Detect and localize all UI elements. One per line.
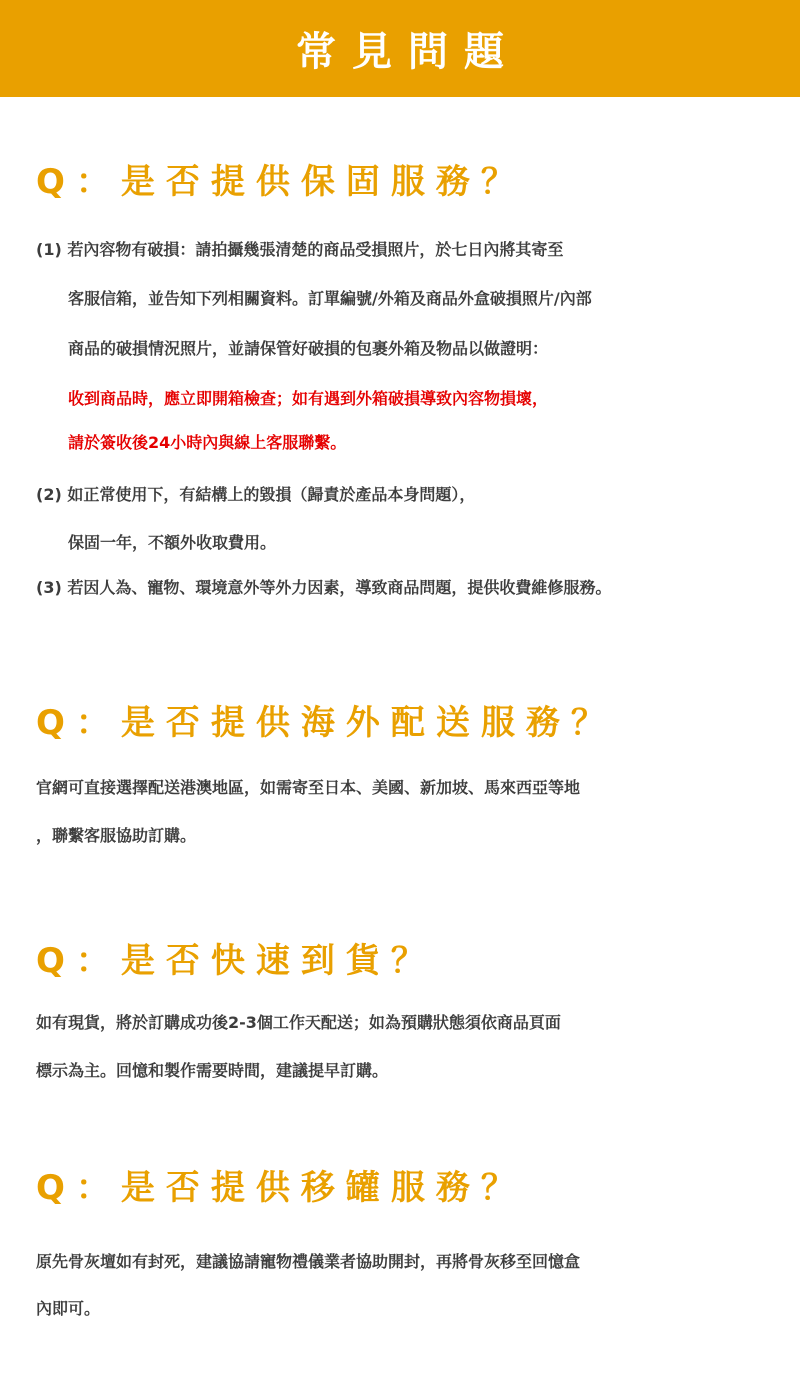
faq-answer-line: 保固一年，不額外收取費用。 (68, 533, 277, 552)
faq-answer-line: 內即可。 (36, 1299, 101, 1318)
faq-answer-line: (3) 若因人為、寵物、環境意外等外力因素，導致商品問題，提供收費維修服務。 (36, 578, 612, 597)
faq-warning-line: 請於簽收後24小時內與線上客服聯繫。 (68, 433, 347, 452)
faq-question: Q：是否提供移罐服務？ (36, 1168, 526, 1208)
faq-question: Q：是否提供保固服務？ (36, 162, 526, 202)
page-title: 常見問題 (296, 29, 520, 75)
faq-question: Q：是否快速到貨？ (36, 941, 436, 981)
faq-warranty (36, 162, 796, 202)
faq-answer-line: 原先骨灰壇如有封死，建議協請寵物禮儀業者協助開封，再將骨灰移至回憶盒 (36, 1252, 581, 1271)
faq-answer-line: ，聯繫客服協助訂購。 (36, 826, 197, 845)
faq-urn-transfer (36, 1168, 796, 1208)
faq-answer-line: 官網可直接選擇配送港澳地區，如需寄至日本、美國、新加坡、馬來西亞等地 (36, 778, 581, 797)
faq-question: Q：是否提供海外配送服務？ (36, 703, 616, 743)
faq-fast-delivery (36, 941, 796, 981)
faq-answer-line: 商品的破損情況照片，並請保管好破損的包裹外箱及物品以做證明： (68, 339, 549, 358)
faq-answer-line: 標示為主。回憶和製作需要時間，建議提早訂購。 (36, 1061, 389, 1080)
faq-answer-line: 如有現貨，將於訂購成功後2-3個工作天配送；如為預購狀態須依商品頁面 (36, 1013, 561, 1032)
faq-overseas-shipping (36, 703, 796, 743)
faq-answer-line: (2) 如正常使用下，有結構上的毀損（歸責於產品本身問題）， (36, 485, 476, 504)
faq-answer-line: 客服信箱，並告知下列相關資料。訂單編號/外箱及商品外盒破損照片/內部 (68, 289, 592, 308)
faq-answer-line: (1) 若內容物有破損：請拍攝幾張清楚的商品受損照片，於七日內將其寄至 (36, 240, 564, 259)
faq-warning-line: 收到商品時，應立即開箱檢查；如有遇到外箱破損導致內容物損壞， (68, 389, 549, 408)
page-header (0, 0, 800, 97)
